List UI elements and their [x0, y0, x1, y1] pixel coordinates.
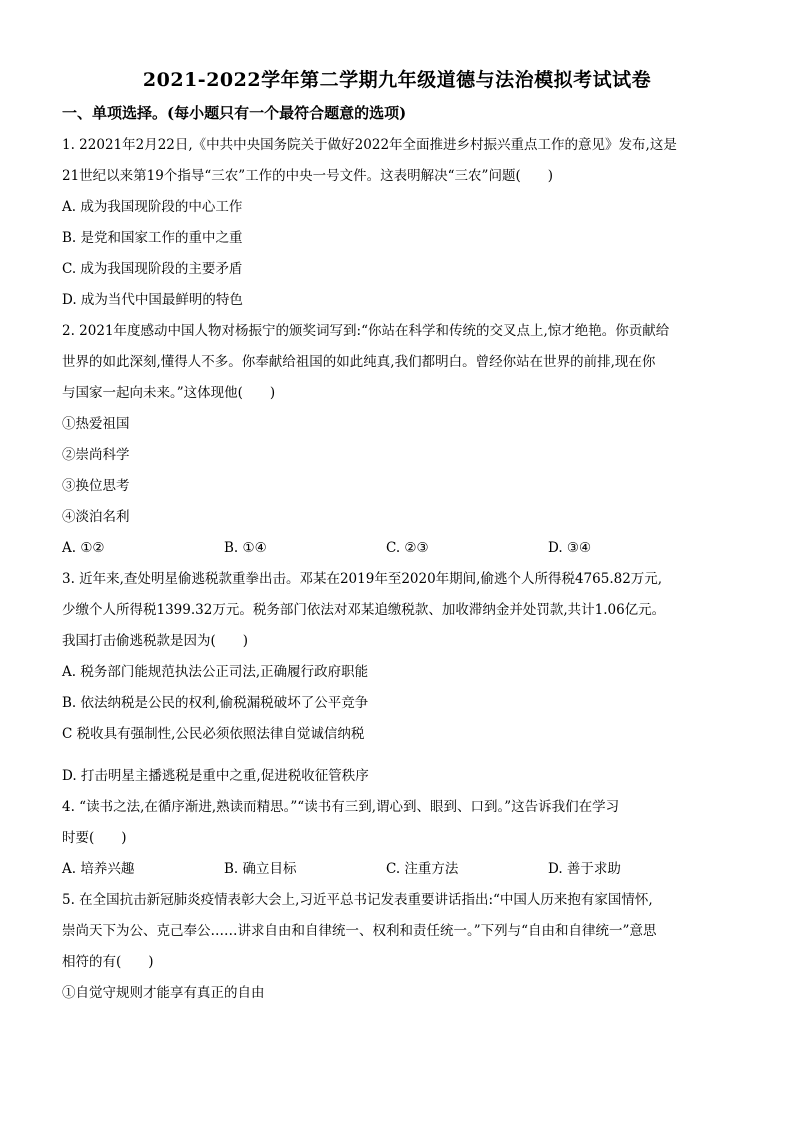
question-3-option-c: C 税收具有强制性,公民必须依照法律自觉诚信纳税: [62, 726, 365, 742]
question-5-item-1: ①自觉守规则才能享有真正的自由: [62, 985, 265, 1001]
question-2-line-3: 与国家一起向未来。”这体现他( ): [62, 385, 276, 401]
question-2-choice-d: D. ③④: [548, 540, 592, 556]
question-2-choice-b: B. ①④: [224, 540, 267, 556]
question-3-line-2: 少缴个人所得税1399.32万元。税务部门依法对邓某追缴税款、加收滞纳金并处罚款,共计1.06亿元。: [62, 602, 666, 618]
section-heading: 一、单项选择。(每小题只有一个最符合题意的选项): [62, 104, 407, 122]
question-1-option-a: A. 成为我国现阶段的中心工作: [62, 199, 243, 215]
question-2-item-3: ③换位思考: [62, 478, 130, 494]
question-1-option-b: B. 是党和国家工作的重中之重: [62, 230, 243, 246]
question-4-line-1: 4. “读书之法,在循序渐进,熟读而精思。”“读书有三到,谓心到、眼到、口到。”这告诉我们在学习: [62, 799, 620, 815]
question-2-line-1: 2. 2021年度感动中国人物对杨振宁的颁奖词写到:“你站在科学和传统的交叉点上,惊才绝艳。你贡献给: [62, 323, 670, 339]
question-4-choices: [62, 854, 732, 885]
question-4-line-2: 时要( ): [62, 830, 127, 846]
question-5: [62, 885, 732, 1009]
question-2-line-2: 世界的如此深刻,懂得人不多。你奉献给祖国的如此纯真,我们都明白。曾经你站在世界的前排,现在你: [62, 354, 656, 370]
question-4-choice-d: D. 善于求助: [548, 861, 621, 877]
question-2-item-1: ①热爱祖国: [62, 416, 130, 432]
question-2-item-4: ④淡泊名利: [62, 509, 130, 525]
question-4: [62, 792, 732, 885]
question-3-line-3: 我国打击偷逃税款是因为( ): [62, 633, 249, 649]
question-3-option-a: A. 税务部门能规范执法公正司法,正确履行政府职能: [62, 664, 369, 680]
question-4-choice-a: A. 培养兴趣: [62, 861, 135, 877]
question-1-option-c: C. 成为我国现阶段的主要矛盾: [62, 261, 243, 277]
question-3: [62, 564, 732, 792]
exam-title: 2021-2022学年第二学期九年级道德与法治模拟考试试卷: [142, 69, 652, 91]
question-3-line-1: 3. 近年来,查处明星偷逃税款重拳出击。邓某在2019年至2020年期间,偷逃个人所得税4765.82万元,: [62, 571, 663, 587]
exam-page: [62, 66, 732, 1009]
question-3-option-b: B. 依法纳税是公民的权利,偷税漏税破坏了公平竞争: [62, 695, 369, 711]
question-2: [62, 316, 732, 564]
question-1-line-2: 21世纪以来第19个指导“三农”工作的中央一号文件。这表明解决“三农”问题( ): [62, 168, 553, 184]
question-1: [62, 130, 732, 316]
question-2-item-2: ②崇尚科学: [62, 447, 130, 463]
question-4-choice-c: C. 注重方法: [386, 861, 459, 877]
question-1-option-d: D. 成为当代中国最鲜明的特色: [62, 292, 243, 308]
question-2-choice-a: A. ①②: [62, 540, 105, 556]
question-2-choices: [62, 533, 732, 564]
question-1-line-1: 1. 22021年2月22日,《中共中央国务院关于做好2022年全面推进乡村振兴重点工作的意见》发布,这是: [62, 137, 677, 153]
spacer: [62, 750, 732, 761]
question-3-option-d: D. 打击明星主播逃税是重中之重,促进税收征管秩序: [62, 768, 369, 784]
question-4-choice-b: B. 确立目标: [224, 861, 297, 877]
question-5-line-3: 相符的有( ): [62, 954, 154, 970]
question-5-line-2: 崇尚天下为公、克己奉公……讲求自由和自律统一、权利和责任统一。”下列与“自由和自律统一”意思: [62, 923, 657, 939]
question-5-line-1: 5. 在全国抗击新冠肺炎疫情表彰大会上,习近平总书记发表重要讲话指出:“中国人历来抱有家国情怀,: [62, 892, 653, 908]
question-2-choice-c: C. ②③: [386, 540, 429, 556]
